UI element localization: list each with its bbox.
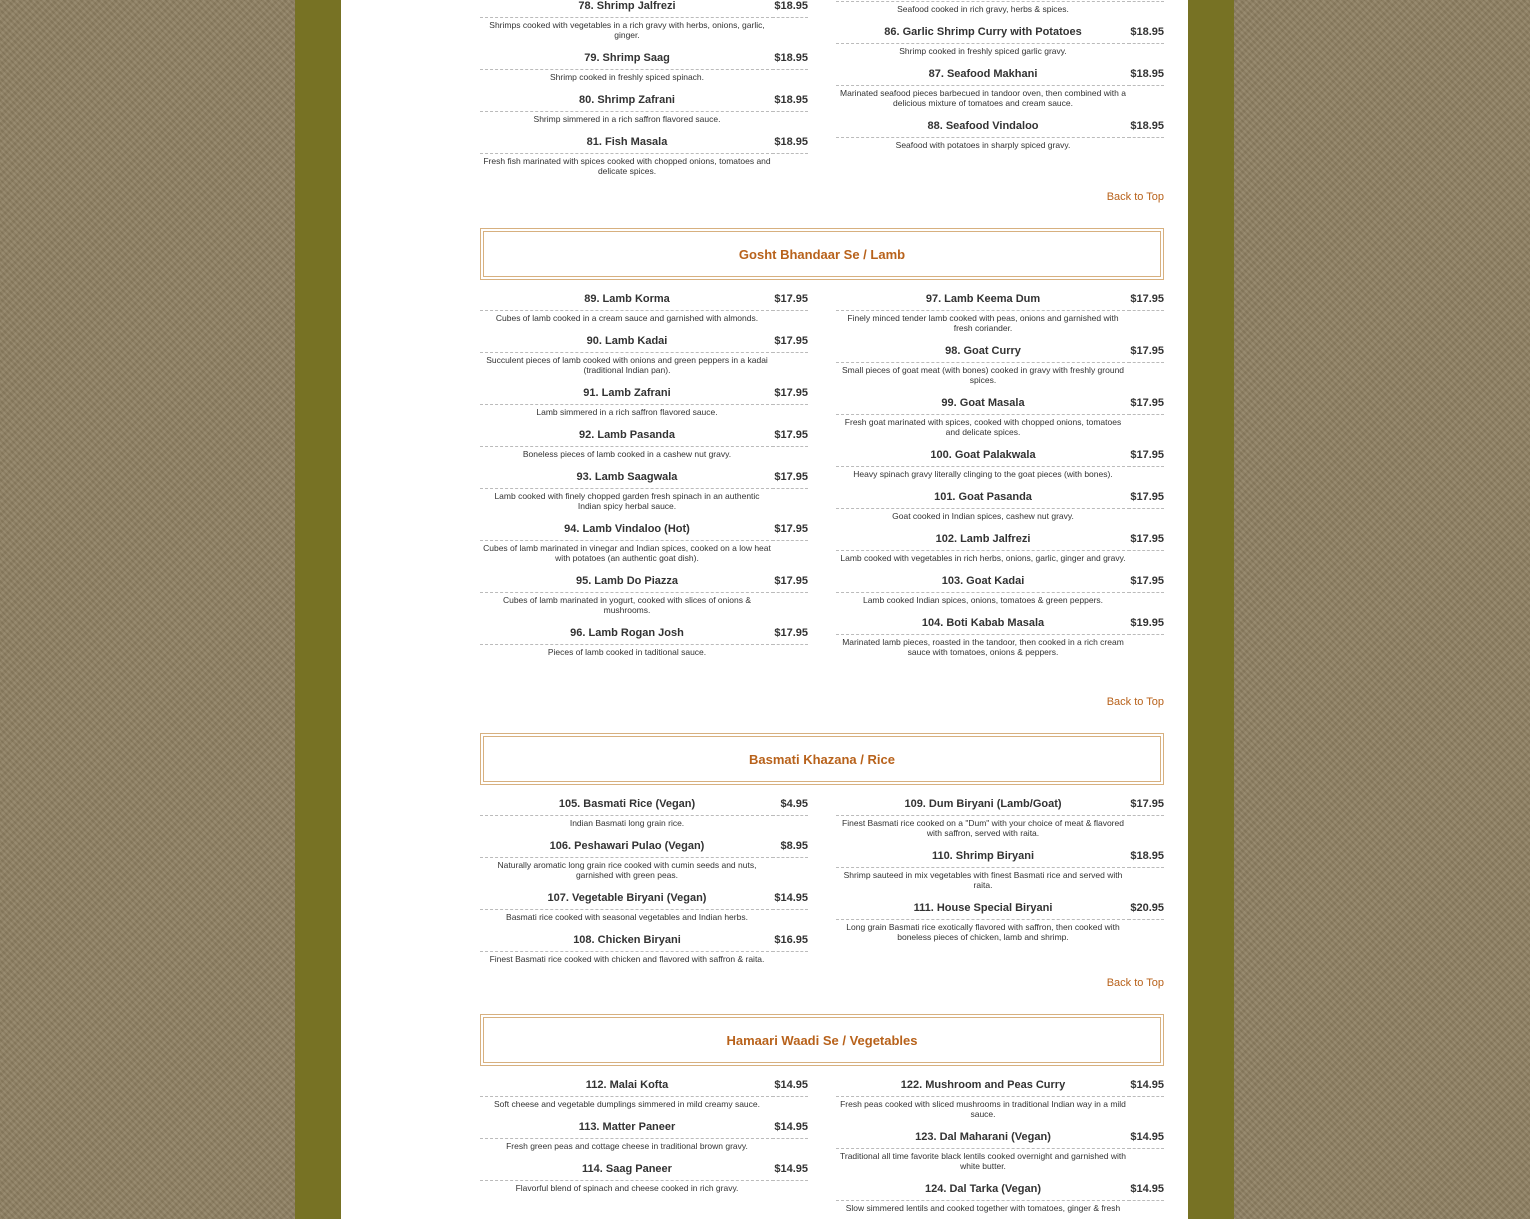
- menu-item: [480, 796, 808, 828]
- menu-item-name: 80. Shrimp Zafrani: [480, 92, 774, 112]
- menu-item-name: 107. Vegetable Biryani (Vegan): [480, 890, 774, 910]
- menu-item-description: Cubes of lamb cooked in a cream sauce and garnished with almonds.: [495, 313, 759, 323]
- back-to-top-link[interactable]: Back to Top: [1106, 191, 1164, 203]
- menu-item: [480, 469, 808, 511]
- menu-item-name: 90. Lamb Kadai: [480, 333, 774, 353]
- menu-item: [836, 447, 1164, 479]
- menu-item: [480, 50, 808, 82]
- menu-item-name: 98. Goat Curry: [836, 343, 1130, 363]
- menu-item-price: $17.95: [772, 385, 808, 405]
- menu-item-price: $17.95: [772, 333, 808, 353]
- rice-right-column: [836, 796, 1164, 952]
- menu-item-description: Shrimp cooked in freshly spiced spinach.: [549, 72, 705, 82]
- menu-item-name: 110. Shrimp Biryani: [836, 848, 1130, 868]
- section-title-lamb: Gosht Bhandaar Se / Lamb: [738, 246, 906, 262]
- menu-item: [480, 1119, 808, 1151]
- menu-item-price: $20.95: [1128, 900, 1164, 920]
- menu-item-description: Lamb cooked with finely chopped garden fresh spinach in an authentic Indian spicy herbal sauce.: [494, 491, 760, 511]
- menu-item-price: $18.95: [1128, 66, 1164, 86]
- seafood-right-column: [836, 0, 1164, 160]
- menu-item-name: 113. Matter Paneer: [480, 1119, 774, 1139]
- seafood-left-column: [480, 0, 808, 186]
- menu-item-description: Succulent pieces of lamb cooked with onions and green peppers in a kadai (traditional Indian pan).: [486, 355, 768, 375]
- menu-item-description: Goat cooked in Indian spices, cashew nut gravy.: [892, 511, 1074, 521]
- page-panel: [341, 0, 1188, 1219]
- menu-item-price: $14.95: [772, 1161, 808, 1181]
- menu-item-price: $17.95: [1128, 489, 1164, 509]
- menu-item: [480, 573, 808, 615]
- menu-item-price: $14.95: [1128, 1077, 1164, 1097]
- menu-item-name: 100. Goat Palakwala: [836, 447, 1130, 467]
- menu-item-price: $17.95: [772, 291, 808, 311]
- menu-item-name: 92. Lamb Pasanda: [480, 427, 774, 447]
- menu-item: [836, 1077, 1164, 1119]
- menu-item-description: Shrimp cooked in freshly spiced garlic gravy.: [899, 46, 1067, 56]
- menu-item-description: Traditional all time favorite black lentils cooked overnight and garnished with white butter.: [839, 1151, 1126, 1171]
- menu-item: [836, 0, 1164, 14]
- menu-item-description: Lamb cooked Indian spices, onions, tomatoes & green peppers.: [862, 595, 1104, 605]
- menu-item-price: $17.95: [1128, 343, 1164, 363]
- menu-item-price: $17.95: [1128, 395, 1164, 415]
- menu-item: [480, 521, 808, 563]
- menu-item-description: Marinated seafood pieces barbecued in tandoor oven, then combined with a delicious mixture of tomatoes and cream sauce.: [840, 88, 1126, 108]
- menu-item-price: $18.95: [1128, 848, 1164, 868]
- menu-item-price: $8.95: [772, 838, 808, 858]
- menu-item-description: Long grain Basmati rice exotically flavored with saffron, then cooked with boneless pieces of chicken, lamb and shrimp.: [846, 922, 1120, 942]
- menu-item-name: 87. Seafood Makhani: [836, 66, 1130, 86]
- menu-item-name: 81. Fish Masala: [480, 134, 774, 154]
- menu-item-description: Small pieces of goat meat (with bones) cooked in gravy with freshly ground spices.: [841, 365, 1125, 385]
- menu-item-price: $14.95: [1128, 1181, 1164, 1201]
- menu-item-price: $17.95: [772, 573, 808, 593]
- menu-item-name: 94. Lamb Vindaloo (Hot): [480, 521, 774, 541]
- menu-item-name: 88. Seafood Vindaloo: [836, 118, 1130, 138]
- menu-item-description: Basmati rice cooked with seasonal vegetables and Indian herbs.: [506, 912, 748, 922]
- menu-item-name: 106. Peshawari Pulao (Vegan): [480, 838, 774, 858]
- menu-item-description: Lamb cooked with vegetables in rich herbs, onions, garlic, ginger and gravy.: [840, 553, 1126, 563]
- menu-item-name: 99. Goat Masala: [836, 395, 1130, 415]
- menu-item: [836, 848, 1164, 890]
- menu-item: [480, 134, 808, 176]
- menu-item: [480, 427, 808, 459]
- menu-item-name: 95. Lamb Do Piazza: [480, 573, 774, 593]
- menu-item: [480, 1161, 808, 1193]
- section-title-rice: Basmati Khazana / Rice: [749, 751, 895, 767]
- menu-item-name: 112. Malai Kofta: [480, 1077, 774, 1097]
- section-header-vegetables: [480, 1014, 1164, 1066]
- menu-item: [480, 0, 808, 40]
- menu-item: [836, 900, 1164, 942]
- menu-item: [836, 531, 1164, 563]
- menu-item-price: $17.95: [1128, 531, 1164, 551]
- menu-item-price: $17.95: [1128, 796, 1164, 816]
- back-to-top-link[interactable]: Back to Top: [1106, 696, 1164, 708]
- menu-item: [836, 615, 1164, 657]
- menu-item-name: 124. Dal Tarka (Vegan): [836, 1181, 1130, 1201]
- menu-item: [836, 343, 1164, 385]
- menu-item-description: Slow simmered lentils and cooked together with tomatoes, ginger & fresh: [845, 1203, 1121, 1213]
- lamb-left-column: [480, 291, 808, 667]
- menu-item-price: $14.95: [772, 1077, 808, 1097]
- vegetables-right-column: [836, 1077, 1164, 1219]
- menu-item: [836, 1181, 1164, 1213]
- menu-item-name: 86. Garlic Shrimp Curry with Potatoes: [836, 24, 1130, 44]
- menu-item-name: 102. Lamb Jalfrezi: [836, 531, 1130, 551]
- menu-item: [836, 291, 1164, 333]
- menu-item: [480, 92, 808, 124]
- menu-item-name: 123. Dal Maharani (Vegan): [836, 1129, 1130, 1149]
- menu-item-price: $17.95: [1128, 291, 1164, 311]
- menu-item: [480, 333, 808, 375]
- menu-item-price: $18.95: [1128, 118, 1164, 138]
- menu-item-name: 122. Mushroom and Peas Curry: [836, 1077, 1130, 1097]
- menu-item-description: Flavorful blend of spinach and cheese cooked in rich gravy.: [515, 1183, 739, 1193]
- menu-item-description: Fresh peas cooked with sliced mushrooms in traditional Indian way in a mild sauce.: [840, 1099, 1126, 1119]
- menu-item-price: $4.95: [772, 796, 808, 816]
- menu-item-description: Finest Basmati rice cooked on a "Dum" with your choice of meat & flavored with saffron, served with raita.: [842, 818, 1124, 838]
- menu-item-description: Seafood with potatoes in sharply spiced gravy.: [895, 140, 1071, 150]
- menu-item-name: 89. Lamb Korma: [480, 291, 774, 311]
- menu-item: [836, 395, 1164, 437]
- menu-item-description: Cubes of lamb marinated in yogurt, cooked with slices of onions & mushrooms.: [502, 595, 752, 615]
- menu-item-description: Finely minced tender lamb cooked with peas, onions and garnished with fresh coriander.: [847, 313, 1119, 333]
- menu-item-price: $17.95: [1128, 447, 1164, 467]
- lamb-right-column: [836, 291, 1164, 667]
- menu-item-description: Cubes of lamb marinated in vinegar and Indian spices, cooked on a low heat with potatoes (an authentic goat dish).: [483, 543, 771, 563]
- menu-item-price: $18.95: [772, 134, 808, 154]
- menu-item: [480, 838, 808, 880]
- menu-item-description: Pieces of lamb cooked in taditional sauce.: [547, 647, 707, 657]
- menu-item-description: Boneless pieces of lamb cooked in a cashew nut gravy.: [522, 449, 732, 459]
- menu-item-price: $17.95: [772, 625, 808, 645]
- menu-item-price: $17.95: [772, 521, 808, 541]
- section-title-vegetables: Hamaari Waadi Se / Vegetables: [726, 1032, 918, 1048]
- vegetables-left-column: [480, 1077, 808, 1203]
- menu-item-description: Finest Basmati rice cooked with chicken and flavored with saffron & raita.: [489, 954, 765, 964]
- menu-item-description: Fresh fish marinated with spices cooked with chopped onions, tomatoes and delicate spices.: [483, 156, 771, 176]
- menu-item: [836, 118, 1164, 150]
- menu-item: [836, 1129, 1164, 1171]
- menu-item-description: Heavy spinach gravy literally clinging to the goat pieces (with bones).: [853, 469, 1113, 479]
- menu-item-description: Naturally aromatic long grain rice cooked with cumin seeds and nuts, garnished with green peas.: [497, 860, 757, 880]
- menu-item-name: 108. Chicken Biryani: [480, 932, 774, 952]
- menu-item: [480, 1077, 808, 1109]
- menu-item-name: 114. Saag Paneer: [480, 1161, 774, 1181]
- menu-item: [480, 385, 808, 417]
- menu-item-description: Marinated lamb pieces, roasted in the tandoor, then cooked in a rich cream sauce with tomatoes, onions & peppers.: [842, 637, 1124, 657]
- menu-item-price: $14.95: [772, 890, 808, 910]
- menu-item-name: 104. Boti Kabab Masala: [836, 615, 1130, 635]
- menu-item-price: $14.95: [1128, 1129, 1164, 1149]
- menu-item-description: Shrimp sauteed in mix vegetables with finest Basmati rice and served with raita.: [843, 870, 1123, 890]
- menu-item-price: $16.95: [772, 932, 808, 952]
- menu-item: [480, 625, 808, 657]
- menu-item-price: $18.95: [1128, 24, 1164, 44]
- menu-item-price: $18.95: [772, 92, 808, 112]
- menu-item: [836, 489, 1164, 521]
- menu-item-name: 109. Dum Biryani (Lamb/Goat): [836, 796, 1130, 816]
- menu-item-description: Soft cheese and vegetable dumplings simmered in mild creamy sauce.: [494, 1099, 760, 1109]
- menu-item-description: Shrimps cooked with vegetables in a rich gravy with herbs, onions, garlic, ginger.: [489, 20, 765, 40]
- menu-item-price: $18.95: [772, 0, 808, 18]
- menu-item-name: 93. Lamb Saagwala: [480, 469, 774, 489]
- menu-item-price: $17.95: [772, 427, 808, 447]
- menu-item-name: 111. House Special Biryani: [836, 900, 1130, 920]
- section-header-rice: [480, 733, 1164, 785]
- menu-item-description: Indian Basmati long grain rice.: [569, 818, 685, 828]
- menu-item-description: Shrimp simmered in a rich saffron flavored sauce.: [533, 114, 721, 124]
- menu-item: [836, 66, 1164, 108]
- menu-item-name: 91. Lamb Zafrani: [480, 385, 774, 405]
- section-header-lamb: [480, 228, 1164, 280]
- menu-item-name: 101. Goat Pasanda: [836, 489, 1130, 509]
- menu-item-name: 105. Basmati Rice (Vegan): [480, 796, 774, 816]
- menu-item-price: $18.95: [772, 50, 808, 70]
- rice-left-column: [480, 796, 808, 974]
- menu-item-price: $19.95: [1128, 615, 1164, 635]
- menu-item-name: 96. Lamb Rogan Josh: [480, 625, 774, 645]
- menu-item-description: Seafood cooked in rich gravy, herbs & spices.: [897, 4, 1069, 14]
- menu-item-name: 97. Lamb Keema Dum: [836, 291, 1130, 311]
- menu-item-name: 103. Goat Kadai: [836, 573, 1130, 593]
- menu-item: [480, 890, 808, 922]
- menu-item-description: Lamb simmered in a rich saffron flavored sauce.: [536, 407, 718, 417]
- menu-item: [480, 291, 808, 323]
- menu-item: [836, 796, 1164, 838]
- menu-item-price: $17.95: [1128, 573, 1164, 593]
- back-to-top-link[interactable]: Back to Top: [1106, 977, 1164, 989]
- menu-item: [836, 24, 1164, 56]
- menu-item-description: Fresh goat marinated with spices, cooked with chopped onions, tomatoes and delicate spices.: [844, 417, 1122, 437]
- menu-item: [836, 573, 1164, 605]
- menu-item-name: 78. Shrimp Jalfrezi: [480, 0, 774, 18]
- menu-item-description: Fresh green peas and cottage cheese in traditional brown gravy.: [506, 1141, 748, 1151]
- menu-item-name: 79. Shrimp Saag: [480, 50, 774, 70]
- menu-item: [480, 932, 808, 964]
- menu-item-price: $14.95: [772, 1119, 808, 1139]
- menu-item-price: $17.95: [772, 469, 808, 489]
